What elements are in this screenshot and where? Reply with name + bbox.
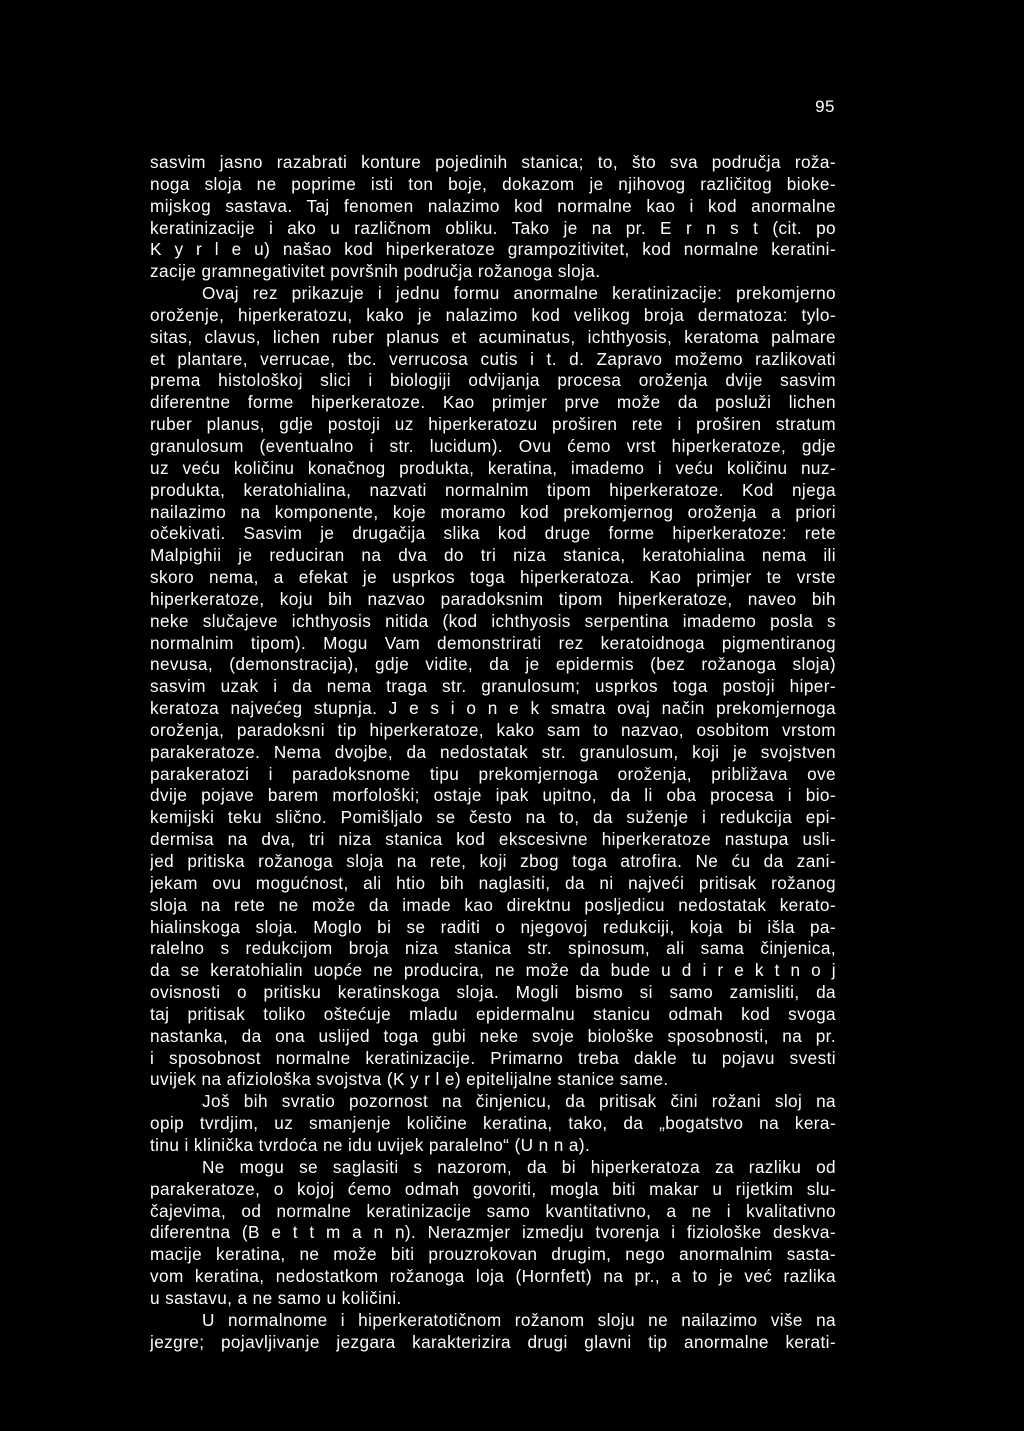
text-line: diferentne forme hiperkeratoze. Kao primjer prve može da posluži lichen [150, 392, 836, 413]
text-line: normalnim tipom). Mogu Vam demonstrirati rez keratoidnoga pigmentiranog [150, 632, 836, 653]
text-line: Malpighii je reduciran na dva do tri niza stanica, keratohialina nema ili [150, 545, 836, 566]
text-line: sitas, clavus, lichen ruber planus et acuminatus, ichthyosis, keratoma palmare [150, 326, 836, 347]
text-line: keratoza najvećeg stupnja. J e s i o n e k smatra ovaj način prekomjernoga [150, 698, 836, 719]
text-line: dvije pojave barem morfološki; ostaje ipak upitno, da li oba procesa i bio- [150, 785, 836, 806]
text-line: nastanka, da ona uslijed toga gubi neke svoje biološke sposobnosti, na pr. [150, 1025, 836, 1046]
text-line: keratinizacije i ako u različnom obliku. Tako je na pr. E r n s t (cit. po [150, 217, 836, 238]
text-line: i sposobnost normalne keratinizacije. Primarno treba dakle tu pojavu svesti [150, 1047, 836, 1068]
text-line: opip tvrdjim, uz smanjenje količine keratina, tako, da „bogatstvo na kera- [150, 1113, 836, 1134]
text-line: jekam ovu mogućnost, ali htio bih naglasiti, da ni najveći pritisak rožanog [150, 872, 836, 893]
text-line: uvijek na afiziološka svojstva (K y r l e) epitelijalne stanice same. [150, 1069, 669, 1090]
text-line: skoro nema, a efekat je usprkos toga hiperkeratoza. Kao primjer te vrste [150, 567, 836, 588]
text-line: parakeratoze. Nema dvojbe, da nedostatak str. granulosum, koji je svojstven [150, 741, 836, 762]
text-line: jezgre; pojavljivanje jezgara karakterizira drugi glavni tip anormalne kerati- [150, 1331, 836, 1352]
text-line: dermisa na dva, tri niza stanica kod ekscesivne hiperkeratoze nastupa usli- [150, 829, 836, 850]
text-line: produkta, keratohialina, nazvati normalnim tipom hiperkeratoze. Kod njega [150, 479, 836, 500]
text-line: ruber planus, gdje postoji uz hiperkeratozu proširen rete i proširen stratum [150, 414, 836, 435]
text-line: et plantare, verrucae, tbc. verrucosa cutis i t. d. Zapravo možemo razlikovati [150, 348, 836, 369]
paragraph-first-line: Ovaj rez prikazuje i jednu formu anormalne keratinizacije: prekomjerno [202, 283, 836, 304]
text-line: ralelno s redukcijom broja niza stanica str. spinosum, ali sama činjenica, [150, 938, 836, 959]
text-line: očekivati. Sasvim je drugačija slika kod druge forme hiperkeratoze: rete [150, 523, 836, 544]
text-line: noga sloja ne poprime isti ton boje, dokazom je njihovog različitog bioke- [150, 173, 836, 194]
text-line: tinu i klinička tvrdoća ne idu uvijek paralelno“ (U n n a). [150, 1134, 591, 1155]
page-number: 95 [815, 97, 835, 116]
text-line: da se keratohialin uopće ne producira, ne može da bude u d i r e k t n o j [150, 960, 836, 981]
text-line: zacije gramnegativitet površnih područja rožanoga sloja. [150, 261, 601, 282]
text-line: u sastavu, a ne samo u količini. [150, 1287, 402, 1308]
text-line: parakeratozi i paradoksnome tipu prekomjernoga oroženja, približava ove [150, 763, 836, 784]
text-line: kemijski teku slično. Pomišljalo se često na to, da suženje i redukcija epi- [150, 807, 836, 828]
paragraph-first-line: U normalnome i hiperkeratotičnom rožanom sloju ne nailazimo više na [202, 1309, 836, 1330]
text-line: sasvim uzak i da nema traga str. granulosum; usprkos toga postoji hiper- [150, 676, 836, 697]
text-line: sloja na rete ne može da imade kao direktnu posljedicu nedostatak kerato- [150, 894, 836, 915]
text-line: macije keratina, ne može biti prouzrokovan drugim, nego anormalnim sasta- [150, 1244, 836, 1265]
text-line: prema histološkoj slici i biologiji odvijanja procesa oroženja dvije sasvim [150, 370, 836, 391]
text-line: čajevima, od normalne keratinizacije samo kvantitativno, a ne i kvalitativno [150, 1200, 836, 1221]
text-line: K y r l e u) našao kod hiperkeratoze grampozitivitet, kod normalne keratini- [150, 239, 836, 260]
paragraph-first-line: Ne mogu se saglasiti s nazorom, da bi hiperkeratoza za razliku od [202, 1156, 836, 1177]
text-line: vom keratina, nedostatkom rožanoga loja (Hornfett) na pr., a to je već razlika [150, 1266, 836, 1287]
paragraph-first-line: Još bih svratio pozornost na činjenicu, da pritisak čini rožani sloj na [202, 1091, 836, 1112]
text-line: hiperkeratoze, koju bih nazvao paradoksnim tipom hiperkeratoze, naveo bih [150, 588, 836, 609]
text-line: mijskog sastava. Taj fenomen nalazimo kod normalne kao i kod anormalne [150, 195, 836, 216]
text-line: sasvim jasno razabrati konture pojedinih stanica; to, što sva područja roža- [150, 152, 836, 172]
text-line: oroženja, paradoksni tip hiperkeratoze, kako sam to nazvao, osobitom vrstom [150, 719, 836, 740]
text-line: neke slučajeve ichthyosis nitida (kod ichthyosis serpentina imademo posla s [150, 610, 836, 631]
body-text [150, 152, 836, 1353]
text-line: uz veću količinu konačnog produkta, keratina, imademo i veću količinu nuz- [150, 457, 836, 478]
text-line: parakeratoze, o kojoj ćemo odmah govoriti, mogla biti makar u rijetkim slu- [150, 1178, 836, 1199]
text-line: nailazimo na komponente, koje moramo kod prekomjernog oroženja a priori [150, 501, 836, 522]
text-line: ovisnosti o pritisku keratinskoga sloja. Mogli bismo si samo zamisliti, da [150, 982, 836, 1003]
text-line: hialinskoga sloja. Moglo bi se raditi o njegovoj redukciji, koja bi išla pa- [150, 916, 836, 937]
text-line: diferentna (B e t t m a n n). Nerazmjer izmedju tvorenja i fiziološke deskva- [150, 1222, 836, 1243]
text-line: granulosum (eventualno i str. lucidum). Ovu ćemo vrst hiperkeratoze, gdje [150, 435, 836, 456]
text-line: oroženje, hiperkeratozu, kako je nalazimo kod velikog broja dermatoza: tylo- [150, 304, 836, 325]
text-line: nevusa, (demonstracija), gdje vidite, da je epidermis (bez rožanoga sloja) [150, 654, 836, 675]
text-line: jed pritiska rožanoga sloja na rete, koji zbog toga atrofira. Ne ću da zani- [150, 851, 836, 871]
text-line: taj pritisak toliko oštećuje mladu epidermalnu stanicu odmah kod svoga [150, 1003, 836, 1024]
